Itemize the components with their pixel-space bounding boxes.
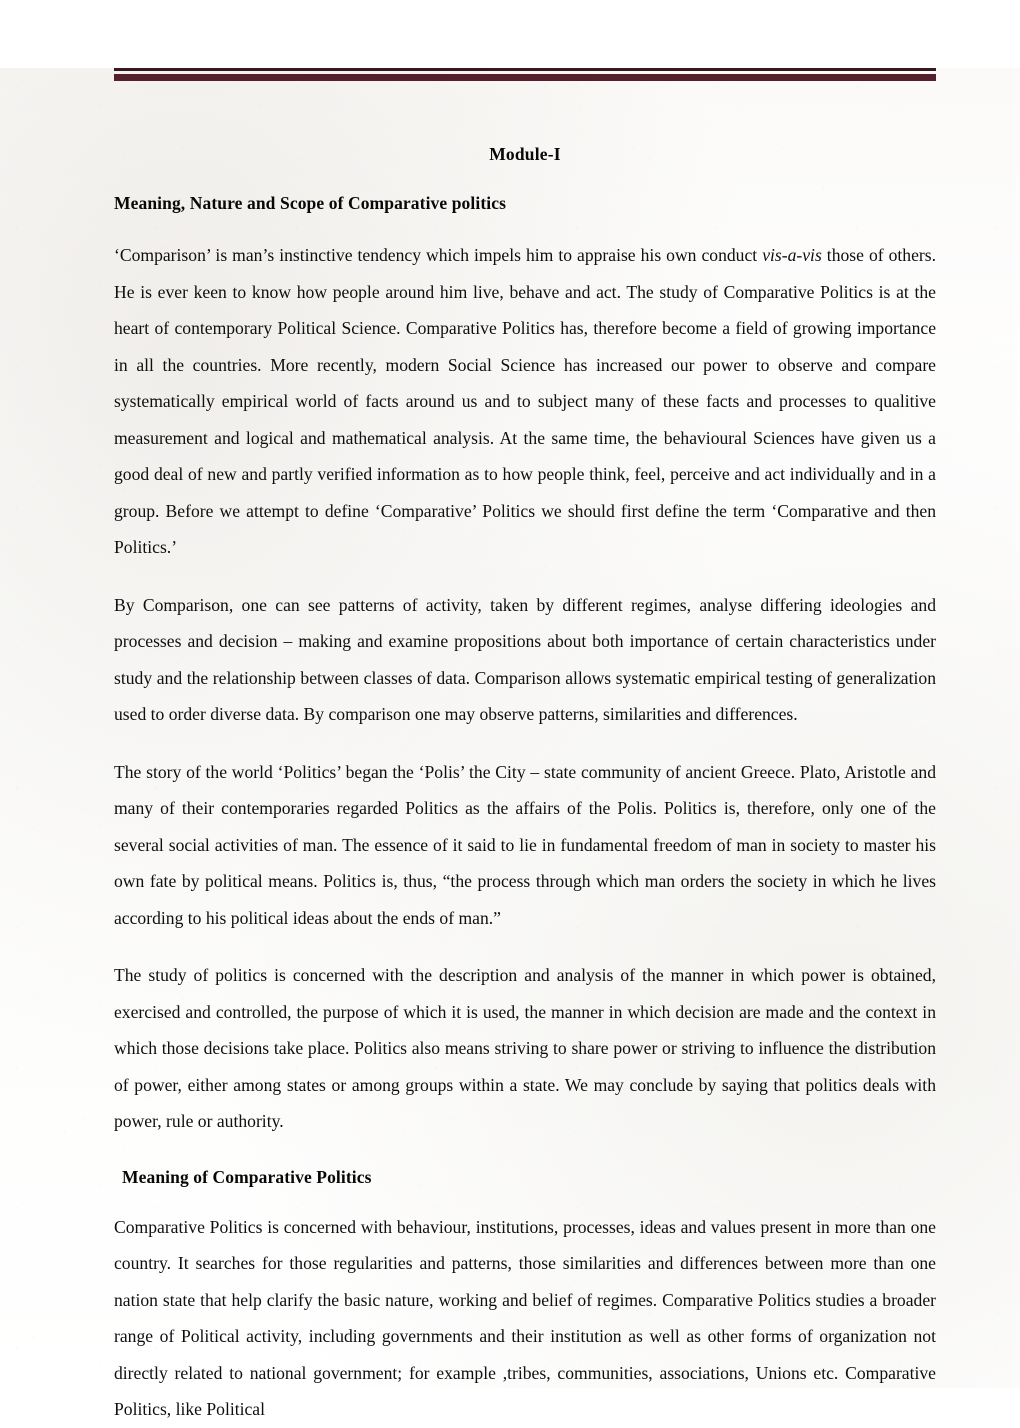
paragraph-1-part-b: those of others. He is ever keen to know how people around him live, behave and act. The study of Comparative Politics is at the heart of contemporary Political Science. Comparative Politics has, therefore become a field of growing importance in all the countries. More recently, modern Social Science has increased our power to observe and compare systematically empirical world of facts around us and to subject many of these facts and processes to qualitive measurement and logical and mathematical analysis. At the same time, the behavioural Sciences have given us a good deal of new and partly verified information as to how people think, feel, perceive and act individually and in a group. Before we attempt to define ‘Comparative’ Politics we should first define the term ‘Comparative and then Politics.’ bbox=[114, 245, 937, 557]
header-divider-rule bbox=[114, 68, 936, 81]
document-page bbox=[0, 68, 1020, 1419]
paragraph-story-of-politics: The story of the world ‘Politics’ began the ‘Polis’ the City – state community of ancient Greece. Plato, Aristotle and many of their contemporaries regarded Politics as the affairs of the Polis. Politics is, therefore, only one of the several social activities of man. The essence of it said to lie in fundamental freedom of man in society to master his own fate by political means. Politics is, thus, “the process through which man orders the society in which he lives according to his political ideas about the ends of man.” bbox=[114, 761, 936, 928]
header-rule-thick-line bbox=[114, 74, 936, 81]
section-heading-meaning-of-comparative-politics: Meaning of Comparative Politics bbox=[122, 1166, 372, 1187]
paragraph-comparison-definition bbox=[114, 237, 936, 566]
paragraph-study-of-politics: The study of politics is concerned with the description and analysis of the manner in which power is obtained, exercised and controlled, the purpose of which it is used, the manner in which decision are made and the context in which those decisions take place. Politics also means striving to share power or striving to influence the distribution of power, either among states or among groups within a state. We may conclude by saying that politics deals with power, rule or authority. bbox=[114, 965, 936, 1131]
italic-phrase-vis-a-vis: vis-a-vis bbox=[762, 245, 822, 265]
document-content bbox=[0, 68, 1020, 1428]
section-heading-meaning-nature-scope: Meaning, Nature and Scope of Comparative politics bbox=[114, 193, 506, 213]
paragraph-by-comparison: By Comparison, one can see patterns of activity, taken by different regimes, analyse differing ideologies and processes and decision – making and examine propositions about both importance of certain characteristics under study and the relationship between classes of data. Comparison allows systematic empirical testing of generalization used to order diverse data. By comparison one may observe patterns, similarities and differences. bbox=[114, 594, 936, 724]
paragraph-1-part-a: ‘Comparison’ is man’s instinctive tendency which impels him to appraise his own conduct bbox=[114, 245, 763, 265]
module-title: Module-I bbox=[489, 144, 561, 164]
paragraph-comparative-politics-scope: Comparative Politics is concerned with behaviour, institutions, processes, ideas and values present in more than one country. It searches for those regularities and patterns, those similarities and differences between more than one nation state that help clarify the basic nature, working and belief of regimes. Comparative Politics studies a broader range of Political activity, including governments and their institution as well as other forms of organization not directly related to national government; for example ,tribes, communities, associations, Unions etc. Comparative Politics, like Political bbox=[114, 1216, 936, 1419]
